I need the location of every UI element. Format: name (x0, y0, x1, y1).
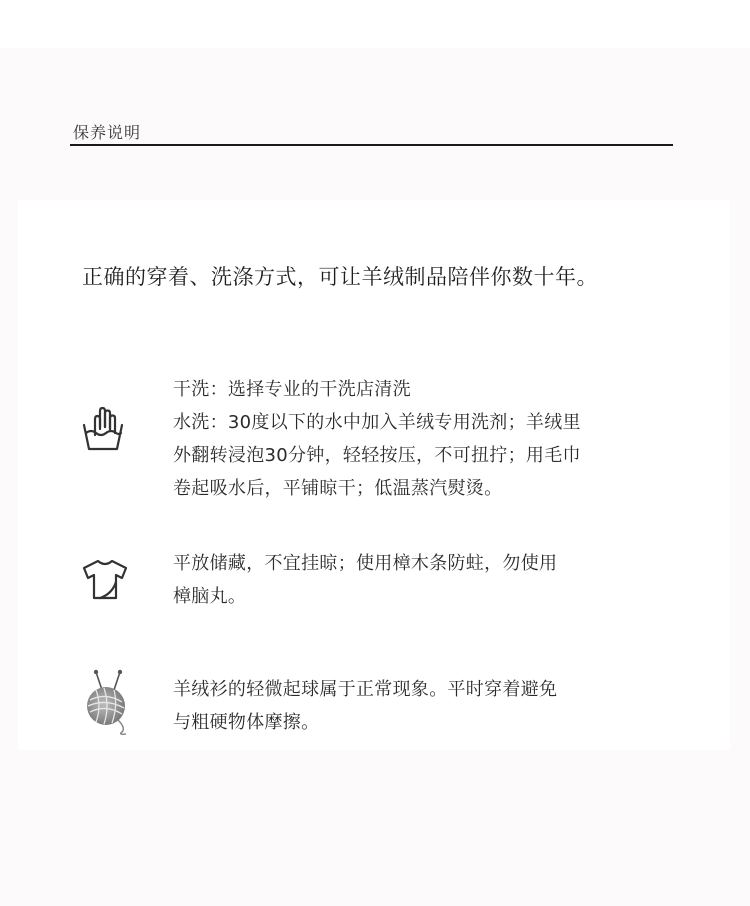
care-text-pilling (173, 673, 653, 739)
care-line: 干洗：选择专业的干洗店清洗 (173, 379, 411, 400)
title-divider (70, 144, 673, 146)
care-line: 与粗硬物体摩擦。 (173, 712, 320, 733)
care-text-washing (173, 373, 653, 505)
care-line: 羊绒衫的轻微起球属于正常现象。平时穿着避免 (173, 679, 558, 700)
yarn-ball-icon (82, 668, 134, 740)
care-line: 卷起吸水后，平铺晾干；低温蒸汽熨烫。 (173, 478, 503, 499)
care-line: 平放储藏，不宜挂晾；使用樟木条防蛀，勿使用 (173, 553, 558, 574)
hand-wash-icon (82, 403, 124, 461)
care-line: 外翻转浸泡30分钟，轻轻按压，不可扭拧；用毛巾 (173, 445, 581, 466)
flat-dry-shirt-icon (82, 558, 128, 606)
care-line: 樟脑丸。 (173, 586, 247, 607)
care-text-storage (173, 547, 653, 613)
care-line: 水洗：30度以下的水中加入羊绒专用洗剂；羊绒里 (173, 412, 581, 433)
care-headline: 正确的穿着、洗涤方式，可让羊绒制品陪伴你数十年。 (82, 265, 598, 289)
section-title: 保养说明 (73, 123, 142, 142)
